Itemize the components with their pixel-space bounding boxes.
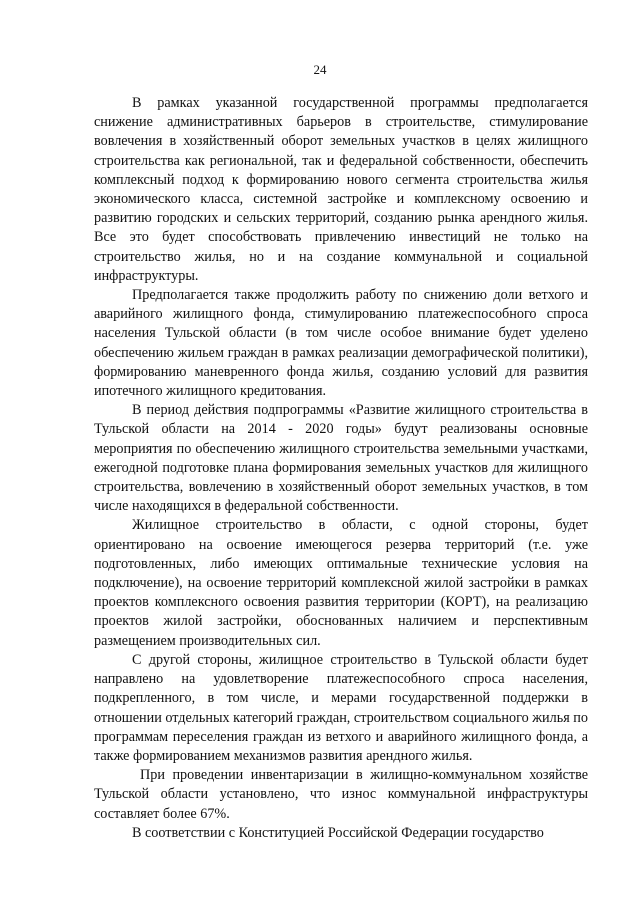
paragraph-dilapidated-housing: Предполагается также продолжить работу по снижению доли ветхого и аварийного жилищного фонда, стимулированию платежеспособного спроса населения Тульской области (в том числе особое внимание будет уделено обеспечению жильем граждан в рамках реализации демографической политики), формированию маневренного фонда жилья, созданию условий для развития ипотечного жилищного кредитования. <box>94 287 588 400</box>
page-number: 24 <box>313 62 327 77</box>
paragraph-constitution: В соответствии с Конституцией Российской Федерации государство <box>132 824 544 841</box>
paragraph-subprogram-period: В период действия подпрограммы «Развитие жилищного строительства в Тульской области на 2014 - 2020 годы» будут реализованы основные мероприятия по обеспечению жилищного строительства земельными участками, ежегодной подготовке плана формирования земельных участков для жилищного строительства, вовлечению в хозяйственный оборот земельных участков, в том числе находящихся в федеральной собственности. <box>94 402 588 515</box>
paragraph-state-program: В рамках указанной государственной программы предполагается снижение административных барьеров в строительстве, стимулирование вовлечения в хозяйственный оборот земельных участков в целях жилищного строительства как региональной, так и федеральной собственности, обеспечить комплексный подход к формированию нового сегмента строительства жилья экономического класса, системной застройке и комплексному освоению и развитию городских и сельских территорий, созданию рынка арендного жилья. Все это будет способствовать привлечению инвестиций не только на строительство жилья, но и на создание коммунальной и социальной инфраструктуры. <box>94 95 588 284</box>
paragraph-housing-construction-one-side: Жилищное строительство в области, с одной стороны, будет ориентировано на освоение имеющегося резерва территорий (т.е. уже подготовленных, либо имеющих оптимальные технические условия на подключение), на освоение территорий комплексной жилой застройки в рамках проектов комплексного освоения развития территории (КОРТ), на реализацию проектов жилой застройки, обоснованных наличием и перспективным размещением производительных сил. <box>94 517 588 649</box>
document-body <box>94 94 588 843</box>
paragraph-housing-construction-other-side: С другой стороны, жилищное строительство в Тульской области будет направлено на удовлетворение платежеспособного спроса населения, подкрепленного, в том числе, и мерами государственной поддержки в отношении отдельных категорий граждан, строительством социального жилья по программам переселения граждан из ветхого и аварийного жилищного фонда, а также формированием механизмов развития арендного жилья. <box>94 651 588 764</box>
paragraph-inventory: При проведении инвентаризации в жилищно-коммунальном хозяйстве Тульской области установлено, что износ коммунальной инфраструктуры составляет более 67%. <box>94 767 588 822</box>
